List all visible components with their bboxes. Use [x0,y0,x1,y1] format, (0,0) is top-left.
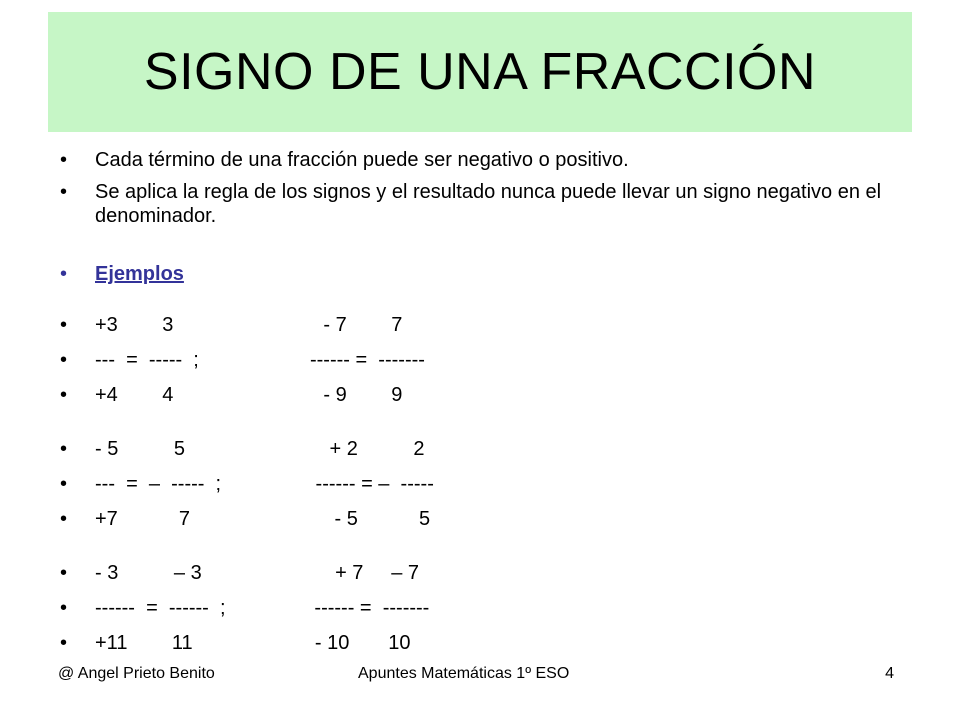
bullet-icon: • [60,632,68,654]
intro-text-1: Cada término de una fracción puede ser negativo o positivo. [95,149,629,171]
bullet-icon: • [60,263,68,285]
example-line [60,596,900,631]
title-banner [48,12,912,132]
example-line [60,437,900,472]
example-line [60,507,900,542]
bullet-icon: • [60,473,68,495]
intro-bullet-1 [60,148,900,172]
footer-author: @ Angel Prieto Benito [58,665,215,682]
slide-content [60,148,900,666]
example-line-text: +3 3 - 7 7 [95,314,403,336]
bullet-icon: • [60,597,68,619]
footer-page-number: 4 [885,665,894,682]
example-line [60,313,900,348]
bullet-icon: • [60,562,68,584]
bullet-icon: • [60,314,68,336]
example-line [60,472,900,507]
example-line-text: +7 7 - 5 5 [95,508,431,530]
intro-bullet-2 [60,180,900,228]
example-line-text: +4 4 - 9 9 [95,384,403,406]
example-line [60,561,900,596]
example-line-text: --- = – ----- ; ------ = – ----- [95,473,434,495]
footer-course: Apuntes Matemáticas 1º ESO [358,665,570,682]
bullet-icon: • [60,508,68,530]
bullet-icon: • [60,181,68,203]
bullet-icon: • [60,438,68,460]
example-line-text: - 3 – 3 + 7 – 7 [95,562,420,584]
example-line [60,631,900,666]
bullet-icon: • [60,149,68,171]
bullet-icon: • [60,349,68,371]
examples-bullet [60,262,900,286]
intro-text-2: Se aplica la regla de los signos y el resultado nunca puede llevar un signo negativo en el denominador. [95,181,882,227]
bullet-icon: • [60,384,68,406]
example-line [60,383,900,418]
examples-link[interactable]: Ejemplos [95,263,184,285]
example-line-text: +11 11 - 10 10 [95,632,411,654]
example-line [60,348,900,383]
example-line-text: - 5 5 + 2 2 [95,438,425,460]
slide-title: SIGNO DE UNA FRACCIÓN [143,43,817,101]
example-line-text: ------ = ------ ; ------ = ------- [95,597,430,619]
example-line-text: --- = ----- ; ------ = ------- [95,349,425,371]
